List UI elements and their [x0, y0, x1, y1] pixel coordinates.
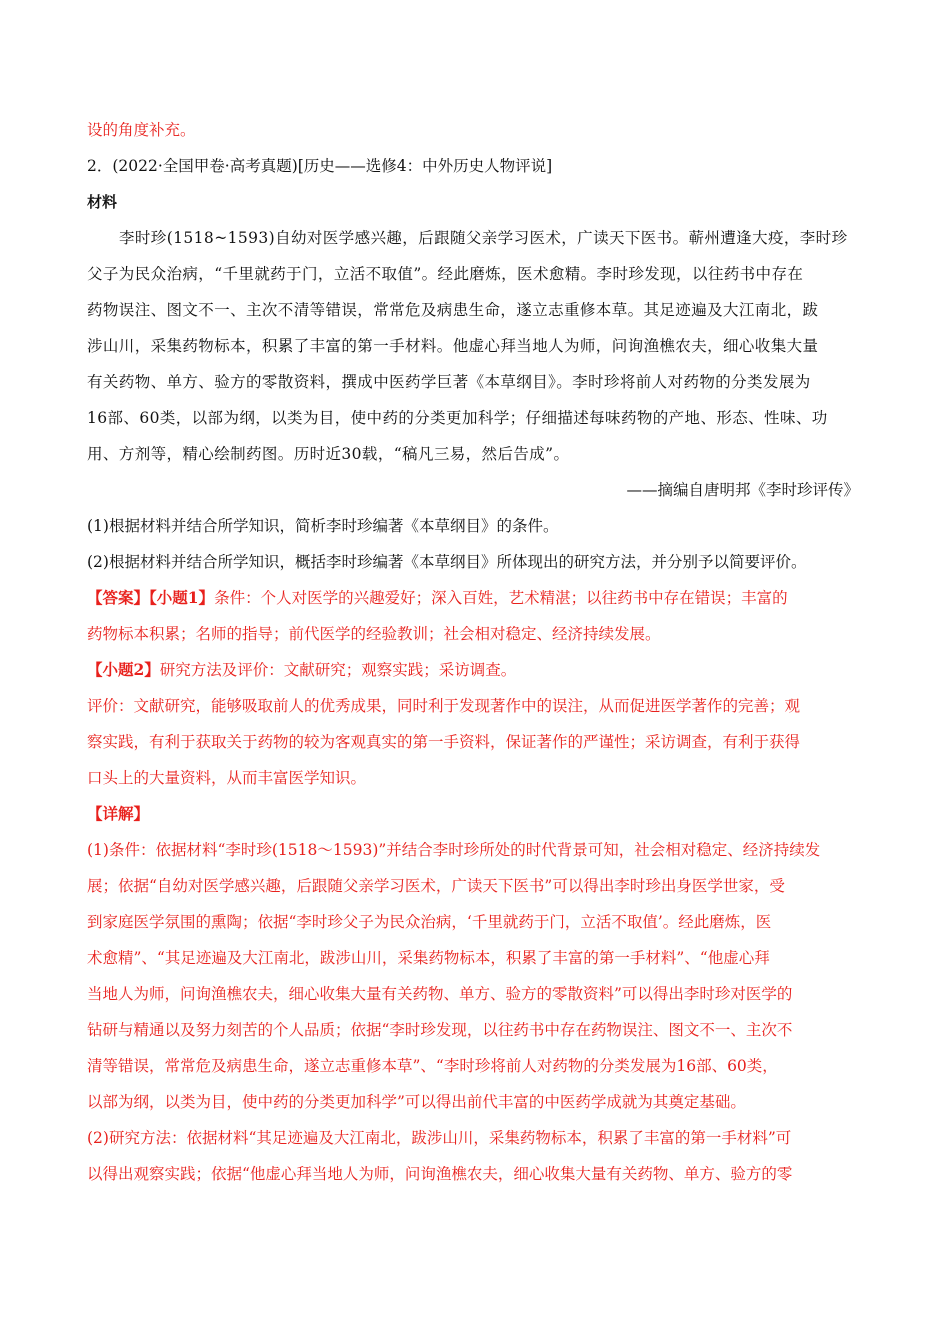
- explanation-line: 术愈精”、“其足迹遍及大江南北，跋涉山川，采集药物标本，积累了丰富的第一手材料”、“他虚心拜: [87, 949, 770, 967]
- answer-tag: 【答案】: [87, 588, 150, 607]
- material-line: 涉山川，采集药物标本，积累了丰富的第一手材料。他虚心拜当地人为师，问询渔樵农夫，细心收集大量: [87, 337, 819, 355]
- sub-question-1: (1)根据材料并结合所学知识，简析李时珍编著《本草纲目》的条件。: [87, 517, 559, 535]
- explanation-part-2: [87, 1120, 867, 1192]
- explanation-part-1: [87, 832, 867, 1120]
- sub-question-2-tag: 【小题2】: [87, 660, 160, 679]
- answer-q2-line: [87, 652, 867, 688]
- previous-answer-continuation: 设的角度补充。: [87, 121, 196, 139]
- explanation-tag: 【详解】: [87, 804, 150, 823]
- material-heading: 材料: [87, 193, 118, 211]
- evaluation-line: 察实践，有利于获取关于药物的较为客观真实的第一手资料，保证著作的严谨性；采访调查，有利于获得: [87, 733, 801, 751]
- material-line: 16部、60类，以部为纲，以类为目，使中药的分类更加科学；仔细描述每味药物的产地、形态、性味、功: [87, 409, 828, 427]
- explanation-line: (1)条件：依据材料“李时珍(1518～1593)”并结合李时珍所处的时代背景可知，社会相对稳定、经济持续发: [87, 841, 821, 859]
- material-line: 药物误注、图文不一、主次不清等错误，常常危及病患生命，遂立志重修本草。其足迹遍及大江南北，跋: [87, 301, 819, 319]
- explanation-line: 钻研与精通以及努力刻苦的个人品质；依据“李时珍发现，以往药书中存在药物误注、图文不一、主次不: [87, 1021, 793, 1039]
- answer-q1-text: 条件：个人对医学的兴趣爱好；深入百姓，艺术精湛；以往药书中存在错误；丰富的: [214, 589, 788, 607]
- material-line: 有关药物、单方、验方的零散资料，撰成中医药学巨著《本草纲目》。李时珍将前人对药物的分类发展为: [87, 373, 811, 391]
- explanation-line: 展；依据“自幼对医学感兴趣，后跟随父亲学习医术，广读天下医书”可以得出李时珍出身医学世家，受: [87, 877, 785, 895]
- answer-q2-text: 研究方法及评价：文献研究；观察实践；采访调查。: [159, 661, 517, 679]
- explanation-line: 以部为纲，以类为目，使中药的分类更加科学”可以得出前代丰富的中医药学成就为其奠定基础。: [87, 1093, 746, 1111]
- explanation-line: 以得出观察实践；依据“他虚心拜当地人为师，问询渔樵农夫，细心收集大量有关药物、单方、验方的零: [87, 1165, 793, 1183]
- material-passage: [87, 220, 867, 472]
- material-line: 李时珍(1518~1593)自幼对医学感兴趣，后跟随父亲学习医术，广读天下医书。蕲州遭逢大疫，李时珍: [119, 229, 848, 247]
- evaluation-line: 口头上的大量资料，从而丰富医学知识。: [87, 769, 367, 787]
- sub-question-1-tag: 【小题1】: [149, 588, 215, 607]
- answer-q1-line: [87, 580, 867, 616]
- explanation-line: 到家庭医学氛围的熏陶；依据“李时珍父子为民众治病，‘千里就药于门，立活不取值’。经此磨炼，医: [87, 913, 772, 931]
- material-line: 用、方剂等，精心绘制药图。历时近30载，“稿凡三易，然后告成”。: [87, 445, 570, 463]
- evaluation-block: [87, 688, 867, 796]
- explanation-line: 当地人为师，问询渔樵农夫，细心收集大量有关药物、单方、验方的零散资料”可以得出李时珍对医学的: [87, 985, 793, 1003]
- answer-q1-continuation: 药物标本积累；名师的指导；前代医学的经验教训；社会相对稳定、经济持续发展。: [87, 625, 661, 643]
- sub-question-2: (2)根据材料并结合所学知识，概括李时珍编著《本草纲目》所体现出的研究方法，并分别予以简要评价。: [87, 553, 807, 571]
- explanation-line: 清等错误，常常危及病患生命，遂立志重修本草”、“李时珍将前人对药物的分类发展为16部、60类，: [87, 1057, 778, 1075]
- explanation-line: (2)研究方法：依据材料“其足迹遍及大江南北，跋涉山川，采集药物标本，积累了丰富的第一手材料”可: [87, 1129, 792, 1147]
- question-number-line: 2．(2022·全国甲卷·高考真题)[历史——选修4：中外历史人物评说]: [87, 157, 553, 175]
- material-source: ——摘编自唐明邦《李时珍评传》: [626, 481, 859, 499]
- material-line: 父子为民众治病，“千里就药于门，立活不取值”。经此磨炼，医术愈精。李时珍发现，以往药书中存在: [87, 265, 804, 283]
- evaluation-line: 评价：文献研究，能够吸取前人的优秀成果，同时利于发现著作中的误注，从而促进医学著作的完善；观: [87, 697, 801, 715]
- document-body: [87, 112, 867, 1192]
